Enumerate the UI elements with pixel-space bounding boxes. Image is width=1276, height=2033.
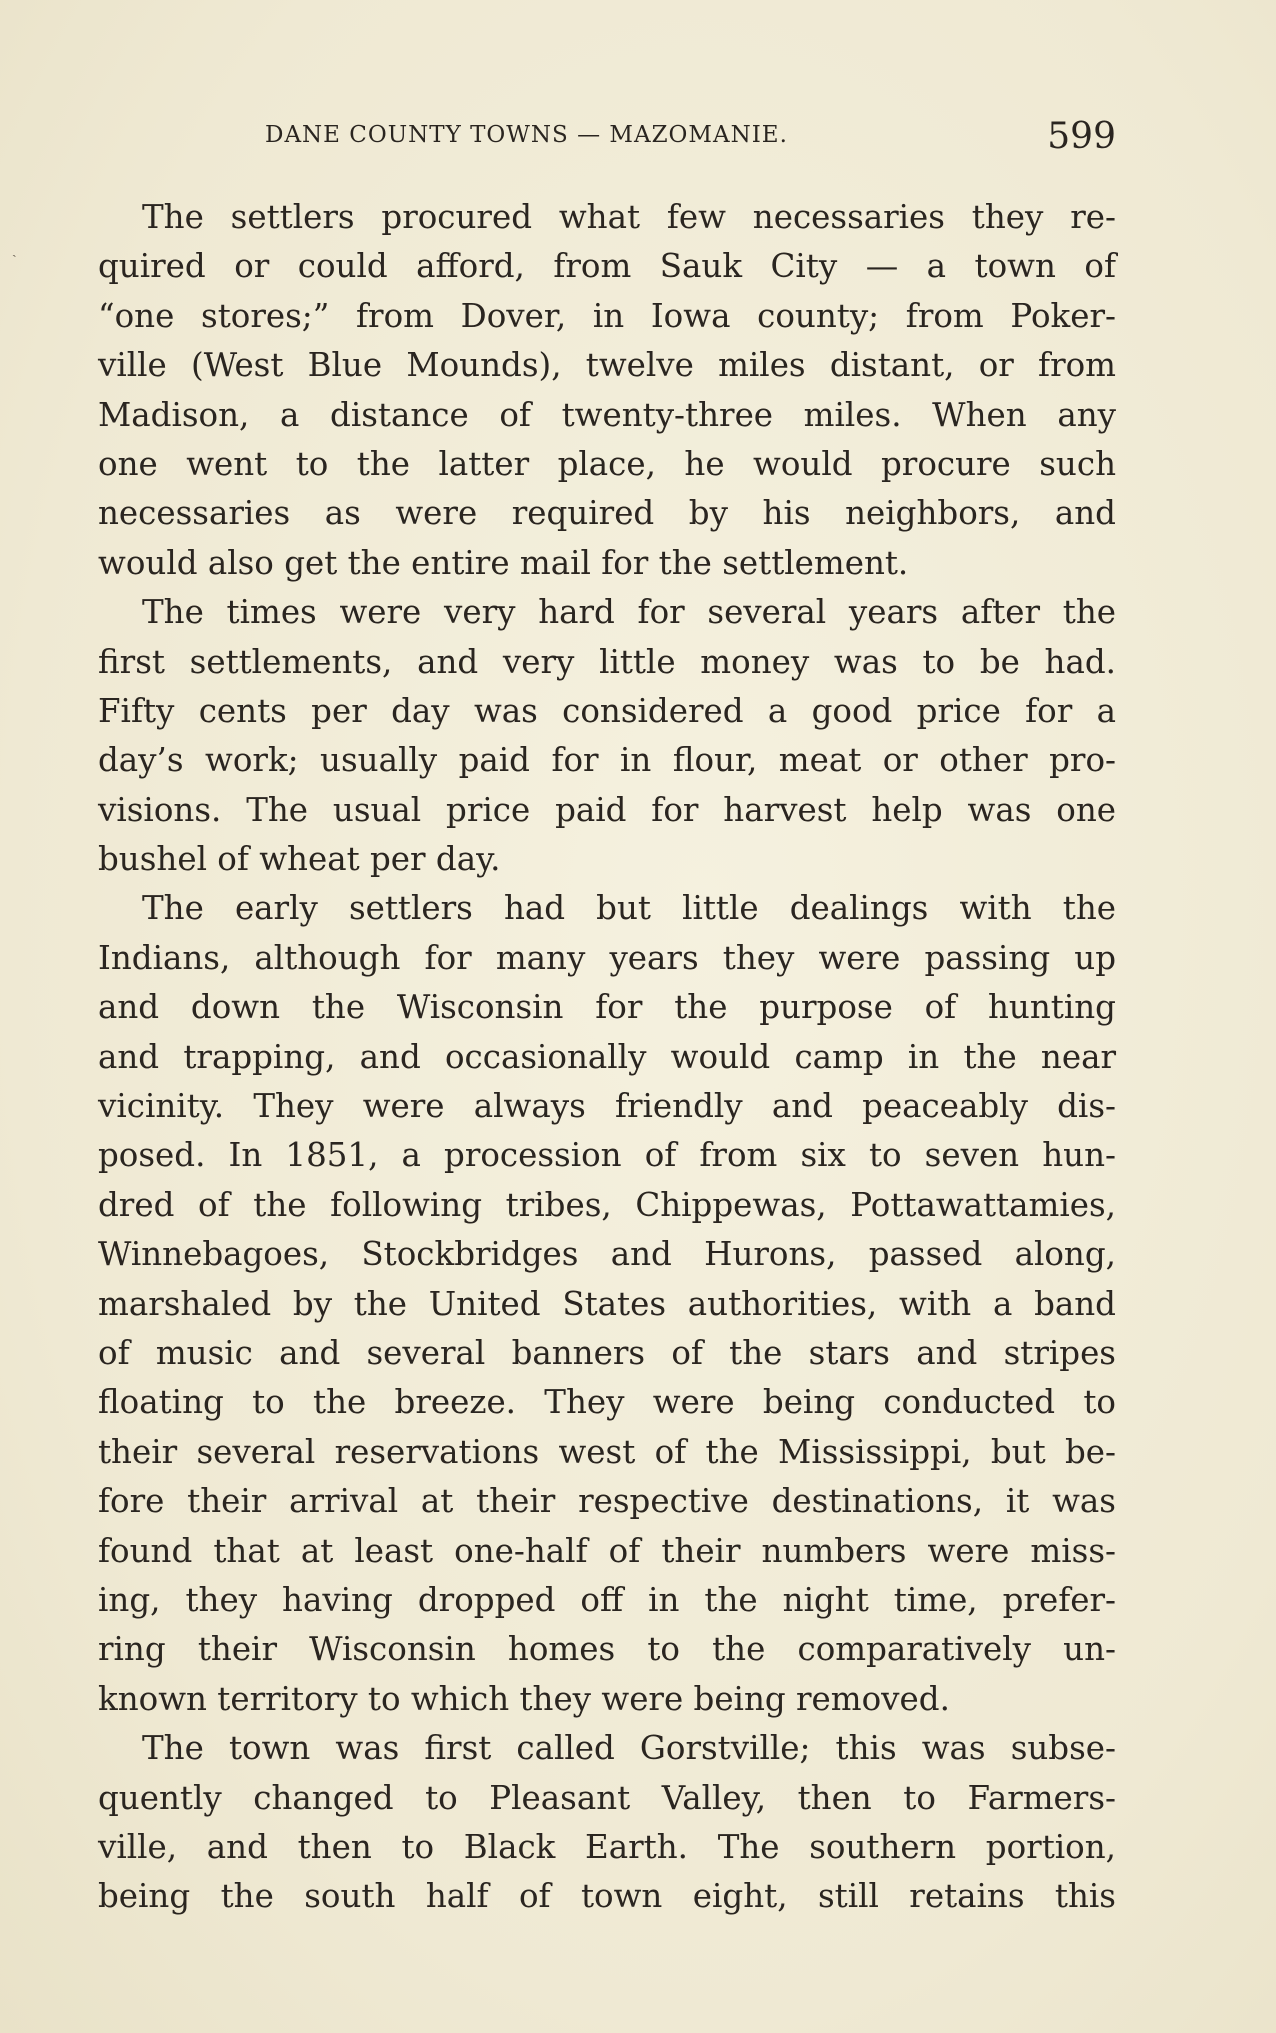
text-line: day’s work; usually paid for in flour, meat or other pro- <box>98 741 1116 780</box>
text-line: of music and several banners of the stars and stripes <box>98 1333 1116 1372</box>
text-line: floating to the breeze. They were being conducted to <box>98 1383 1116 1422</box>
text-line: The early settlers had but little dealings with the <box>142 889 1116 928</box>
text-line: Fifty cents per day was considered a good price for a <box>98 691 1116 730</box>
text-line: The settlers procured what few necessaries they re- <box>142 198 1116 236</box>
text-line: ring their Wisconsin homes to the comparatively un- <box>98 1630 1116 1669</box>
text-line: quired or could afford, from Sauk City — a town of <box>98 247 1116 286</box>
text-line: fore their arrival at their respective destinations, it was <box>98 1482 1116 1521</box>
text-line: one went to the latter place, he would procure such <box>98 444 1116 483</box>
text-line: ville, and then to Black Earth. The southern portion, <box>98 1827 1116 1866</box>
running-head: DANE COUNTY TOWNS — MAZOMANIE. <box>265 122 788 148</box>
body-text <box>98 193 1116 1922</box>
text-line: visions. The usual price paid for harvest help was one <box>98 790 1116 829</box>
text-line: ville (West Blue Mounds), twelve miles distant, or from <box>98 346 1116 385</box>
text-line: necessaries as were required by his neighbors, and <box>98 494 1116 533</box>
text-line: posed. In 1851, a procession of from six to seven hun- <box>98 1136 1116 1175</box>
text-line: “one stores;” from Dover, in Iowa county; from Poker- <box>98 296 1116 335</box>
text-line: bushel of wheat per day. <box>98 840 501 879</box>
text-line: Madison, a distance of twenty-three miles. When any <box>98 395 1116 434</box>
text-line: would also get the entire mail for the settlement. <box>98 543 909 582</box>
margin-mark: ˎ <box>12 242 17 258</box>
text-line: found that at least one-half of their numbers were miss- <box>98 1531 1116 1570</box>
text-line: dred of the following tribes, Chippewas, Pottawattamies, <box>98 1185 1116 1224</box>
page-number: 599 <box>1047 116 1116 157</box>
text-line: and trapping, and occasionally would camp in the near <box>98 1037 1116 1076</box>
text-line: Winnebagoes, Stockbridges and Hurons, passed along, <box>98 1235 1116 1274</box>
text-line: vicinity. They were always friendly and peaceably dis- <box>98 1087 1116 1126</box>
text-line: marshaled by the United States authorities, with a band <box>98 1284 1116 1323</box>
text-line: The town was first called Gorstville; this was subse- <box>142 1729 1116 1768</box>
text-line: and down the Wisconsin for the purpose of hunting <box>98 988 1116 1027</box>
text-line: Indians, although for many years they were passing up <box>98 938 1116 977</box>
text-line: first settlements, and very little money was to be had. <box>98 642 1116 681</box>
text-line: The times were very hard for several years after the <box>142 593 1116 632</box>
text-line: known territory to which they were being removed. <box>98 1679 950 1718</box>
text-line: being the south half of town eight, still retains this <box>98 1877 1116 1916</box>
text-line: ing, they having dropped off in the night time, prefer- <box>98 1580 1116 1619</box>
text-line: quently changed to Pleasant Valley, then to Farmers- <box>98 1778 1116 1817</box>
text-line: their several reservations west of the Mississippi, but be- <box>98 1432 1116 1471</box>
